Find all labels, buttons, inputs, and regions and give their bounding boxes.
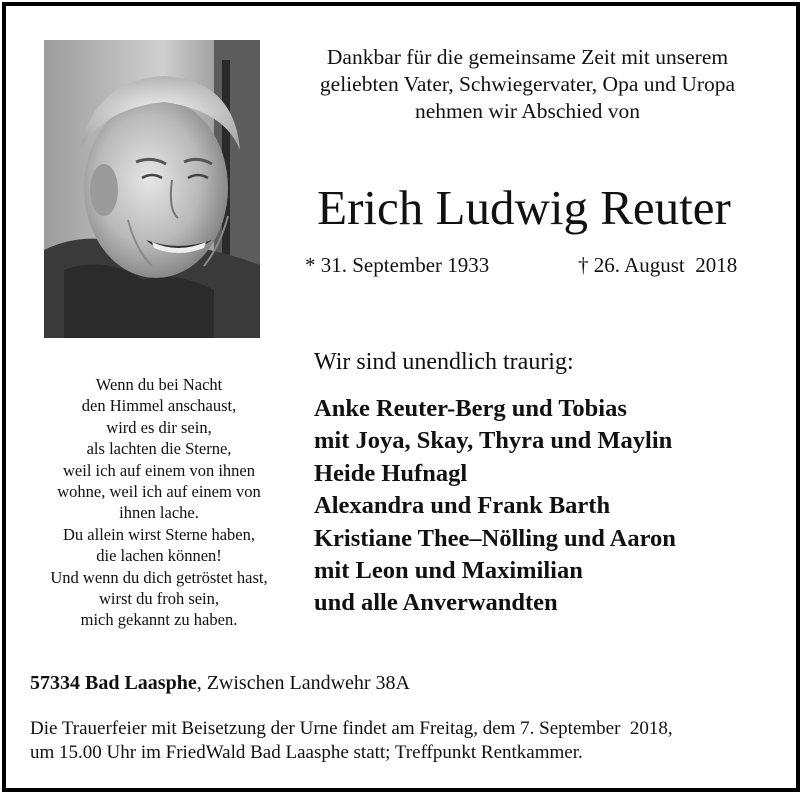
deceased-name: Erich Ludwig Reuter xyxy=(317,180,731,235)
poem-line: die lachen können! xyxy=(96,546,222,566)
poem-line: mich gekannt zu haben. xyxy=(80,610,238,630)
poem-line: als lachten die Sterne, xyxy=(86,439,232,459)
intro-line: nehmen wir Abschied von xyxy=(414,99,641,123)
poem-line: wird es dir sein, xyxy=(106,417,212,437)
service-line: um 15.00 Uhr im FriedWald Bad Laasphe statt; Treffpunkt Rentkammer. xyxy=(30,742,583,763)
birth-date: * 31. September 1933 xyxy=(305,253,490,277)
funeral-service-info xyxy=(30,717,780,765)
family-line: Kristiane Thee–Nölling und Aaron xyxy=(314,524,676,552)
family-line: Heide Hufnagl xyxy=(314,459,468,487)
poem-line: Du allein wirst Sterne haben, xyxy=(63,524,255,544)
poem-line: weil ich auf einem von ihnen xyxy=(63,460,255,480)
poem-line: den Himmel anschaust, xyxy=(81,396,237,416)
portrait-image xyxy=(44,40,260,338)
intro-text xyxy=(270,44,785,125)
service-line: Die Trauerfeier mit Beisetzung der Urne findet am Freitag, dem 7. September 2018, xyxy=(30,718,673,739)
address-city: 57334 Bad Laasphe xyxy=(30,672,197,694)
poem xyxy=(28,374,290,631)
intro-line: geliebten Vater, Schwiegervater, Opa und Uropa xyxy=(319,72,736,96)
grief-line: Wir sind unendlich traurig: xyxy=(314,349,574,375)
poem-line: wirst du froh sein, xyxy=(98,589,220,609)
family-line: Anke Reuter-Berg und Tobias xyxy=(314,395,627,422)
family-line: mit Leon und Maximilian xyxy=(314,557,583,585)
poem-line: wohne, weil ich auf einem von xyxy=(57,482,261,502)
poem-line: Wenn du bei Nacht xyxy=(95,375,223,394)
family-line: mit Joya, Skay, Thyra und Maylin xyxy=(314,427,673,455)
poem-line: Und wenn du dich getröstet hast, xyxy=(50,567,268,587)
death-date: † 26. August 2018 xyxy=(578,253,738,277)
family-line: und alle Anverwandten xyxy=(314,589,558,617)
family-line: Alexandra und Frank Barth xyxy=(314,492,611,520)
intro-line: Dankbar für die gemeinsame Zeit mit unserem xyxy=(326,45,729,69)
family-list xyxy=(314,393,676,620)
address xyxy=(30,670,410,696)
portrait-photo xyxy=(44,40,260,338)
address-street: , Zwischen Landwehr 38A xyxy=(196,672,410,694)
poem-line: ihnen lache. xyxy=(119,503,199,523)
